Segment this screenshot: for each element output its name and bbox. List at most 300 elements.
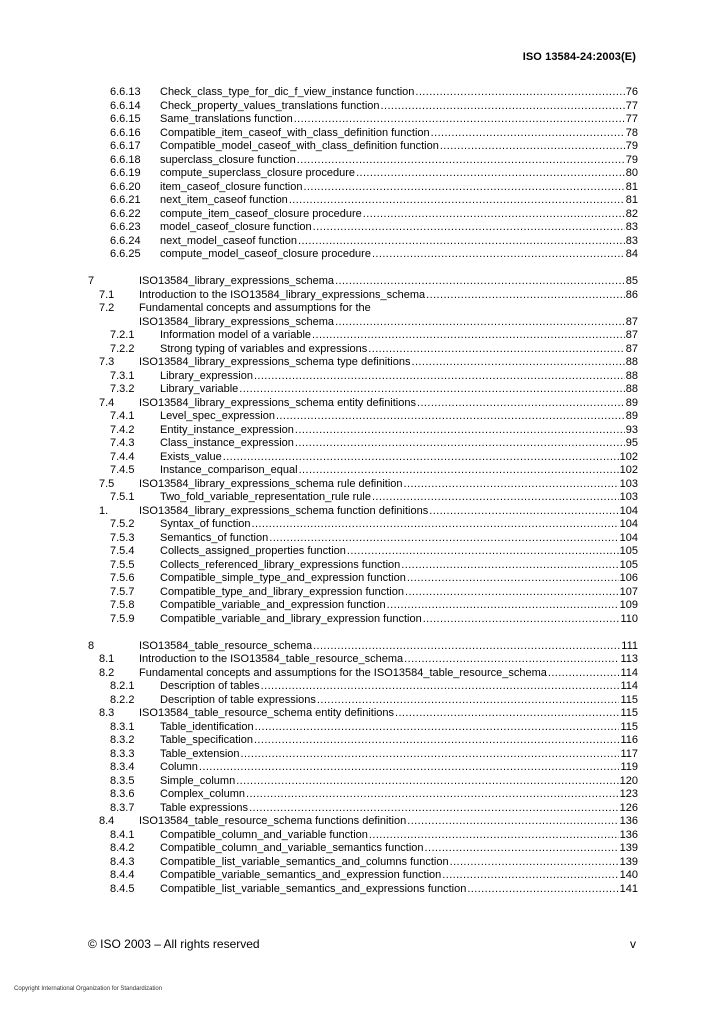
toc-entry-line [160,464,638,478]
toc-entry [0,842,724,856]
toc-entry-line [160,829,638,843]
toc-entry-number: 8.4.2 [110,842,135,854]
toc-entry [0,518,724,532]
toc-entry-page: 77 [625,113,638,125]
toc-entry-line [160,599,638,613]
toc-dot-leader [313,640,620,654]
toc-dot-leader [269,532,618,546]
toc-entry-title: ISO13584_table_resource_schema [139,639,313,652]
toc-entry-line [160,734,638,748]
toc-dot-leader [431,127,625,141]
toc-dot-leader [236,775,618,789]
toc-entry-line [139,667,638,681]
toc-dot-leader [381,100,625,114]
toc-entry-line [139,275,638,289]
toc-entry-page: 79 [625,153,638,166]
toc-entry-title: Complex_column [160,788,245,800]
toc-entry [0,275,724,289]
toc-entry-line [160,343,638,357]
toc-entry [0,815,724,829]
toc-entry-line [160,208,638,222]
toc-entry-page: 119 [620,761,638,773]
toc-entry-number: 6.6.17 [110,140,141,152]
toc-dot-leader [548,667,620,681]
toc-entry-number: 6.6.13 [110,86,141,98]
toc-entry-number: 7.5.6 [110,572,135,584]
toc-entry [0,707,724,721]
toc-entry [0,694,724,708]
toc-entry-title: Same_translations function [160,113,293,125]
toc-entry [0,829,724,843]
toc-entry-title: Compatible_variable_and_library_expression function [160,612,422,625]
toc-entry-title: Simple_column [160,774,236,787]
toc-dot-leader [313,221,625,235]
toc-entry-title: Strong typing of variables and expressions [160,342,368,355]
toc-entry [0,397,724,411]
toc-entry-number: 8.3.3 [110,747,135,760]
toc-entry-line [160,788,638,802]
toc-dot-leader [372,491,619,505]
toc-dot-leader [407,572,619,586]
toc-entry-title: Library_variable [160,383,239,395]
toc-entry [0,748,724,762]
toc-entry [0,248,724,262]
table-of-contents [0,86,724,896]
toc-entry-line [160,721,638,735]
toc-entry-number: 7.3 [99,356,115,368]
toc-entry-number: 1. [99,504,109,517]
toc-dot-leader [297,154,625,168]
toc-entry-page: 86 [625,288,638,301]
toc-entry-line [160,559,638,573]
toc-entry-line [160,370,638,384]
toc-entry-title: Compatible_list_variable_semantics_and_expressions function [160,882,467,895]
toc-entry-page: 104 [619,518,638,530]
toc-entry-number: 7.4.4 [110,450,135,463]
toc-entry-line [160,842,638,856]
toc-entry-number: 7.4.1 [110,410,135,422]
toc-entry-title: Level_spec_expression [160,410,275,422]
toc-entry-line [160,410,638,424]
toc-entry-line [160,748,638,762]
toc-dot-leader [450,856,619,870]
toc-entry-page: 87 [625,315,638,328]
toc-entry [0,167,724,181]
toc-entry-line [160,491,638,505]
toc-entry [0,640,724,654]
toc-entry-title: Entity_instance_expression [160,423,294,436]
toc-entry-title: Description of tables [160,680,260,692]
toc-entry-line [139,707,638,721]
toc-entry-line [139,815,638,829]
toc-dot-leader [405,586,619,600]
toc-entry [0,329,724,343]
toc-dot-leader [423,613,620,627]
toc-entry-number: 8.4.3 [110,855,135,868]
toc-entry [0,856,724,870]
toc-entry-line [160,383,638,397]
toc-entry-line [139,653,638,667]
toc-entry-page: 114 [620,666,638,679]
toc-entry [0,370,724,384]
toc-entry-line [160,856,638,870]
toc-dot-leader [239,383,624,397]
toc-entry [0,127,724,141]
toc-entry [0,734,724,748]
toc-entry [0,478,724,492]
toc-dot-leader [289,194,625,208]
toc-entry-line [139,289,638,303]
toc-entry [0,545,724,559]
toc-entry [0,532,724,546]
toc-entry-page: 111 [621,639,638,652]
toc-entry-title: Collects_referenced_library_expressions function [160,558,401,571]
toc-entry-title: compute_item_caseof_closure procedure [160,207,362,220]
toc-entry-number: 7.3.2 [110,383,135,395]
toc-entry-line [160,883,638,897]
toc-entry-line [139,356,638,370]
toc-entry-title: Introduction to the ISO13584_library_expressions_schema [139,288,426,301]
toc-entry [0,356,724,370]
toc-entry-page: 102 [619,450,638,463]
toc-entry-page: 115 [620,707,638,719]
toc-entry-title: Information model of a variable [160,329,312,341]
toc-entry-number: 7.4.2 [110,423,135,436]
toc-entry-page: 104 [619,531,638,544]
toc-entry-line [160,572,638,586]
toc-entry-number: 6.6.24 [110,234,141,247]
toc-entry-page: 109 [619,599,638,611]
toc-dot-leader [417,397,625,411]
toc-entry-number: 6.6.16 [110,126,141,139]
toc-entry-line [160,694,638,708]
toc-dot-leader [347,545,619,559]
toc-entry-title: Compatible_list_variable_semantics_and_columns function [160,855,449,868]
toc-entry-number: 8.2.1 [110,680,135,692]
toc-entry-title: next_model_caseof function [160,234,297,247]
toc-entry-line [160,437,638,451]
toc-dot-leader [425,842,619,856]
toc-entry-number: 7.4 [99,396,115,409]
toc-entry [0,86,724,100]
toc-entry-number: 7.4.3 [110,437,135,449]
toc-entry-line [160,127,638,141]
toc-entry-line [139,478,638,492]
toc-entry-number: 8.1 [99,653,115,665]
toc-entry [0,599,724,613]
toc-entry-page: 80 [625,167,638,179]
toc-entry-title: Syntax_of function [160,518,251,530]
toc-entry-page: 81 [625,180,638,193]
toc-entry [0,572,724,586]
toc-entry-title: ISO13584_table_resource_schema functions definition [139,815,407,827]
toc-entry-number: 6.6.22 [110,207,141,220]
toc-entry-line [160,680,638,694]
toc-entry-number: 6.6.14 [110,99,141,112]
toc-entry-title: Description of table expressions [160,693,316,706]
toc-entry [0,883,724,897]
toc-dot-leader [312,329,625,343]
toc-dot-leader [467,883,618,897]
toc-dot-leader [255,721,620,735]
toc-entry-line [160,613,638,627]
toc-entry-number: 7.5.1 [110,491,135,503]
toc-entry-number: 7.5.2 [110,518,135,530]
toc-dot-leader [426,289,625,303]
toc-entry [0,775,724,789]
toc-entry-page: 141 [619,882,638,895]
toc-entry-title: Instance_comparison_equal [160,464,298,476]
toc-entry-page: 85 [625,275,638,287]
toc-entry [0,437,724,451]
toc-entry [0,289,724,303]
toc-entry [0,613,724,627]
toc-entry-number: 7.3.1 [110,369,135,382]
toc-dot-leader [442,869,618,883]
toc-entry-line [139,397,638,411]
toc-entry-number: 7.5.5 [110,558,135,571]
toc-entry-number: 7.5 [99,477,115,490]
toc-entry-line [160,100,638,114]
toc-entry-title: ISO13584_table_resource_schema entity definitions [139,707,394,719]
toc-entry-line [160,802,638,816]
toc-entry-number: 7.5.9 [110,612,135,625]
toc-entry [0,802,724,816]
toc-dot-leader [317,694,620,708]
toc-entry-line [160,140,638,154]
toc-dot-leader [335,316,625,330]
toc-entry-line [160,518,638,532]
toc-entry-title: Check_class_type_for_dic_f_view_instance function [160,86,415,98]
toc-entry-page: 140 [619,869,638,881]
toc-entry-number: 8.3.6 [110,788,135,800]
toc-entry-number: 7.1 [99,288,115,301]
toc-entry-number: 8.3.1 [110,720,135,733]
toc-entry [0,100,724,114]
toc-entry-line [160,194,638,208]
toc-entry [0,869,724,883]
toc-entry-title: ISO13584_library_expressions_schema type definitions [139,356,411,368]
toc-entry-line [139,302,638,316]
toc-entry-number: 8.2.2 [110,693,135,706]
toc-entry [0,653,724,667]
toc-entry-title: ISO13584_library_expressions_schema rule definition [139,477,403,490]
toc-entry-page: 88 [625,356,638,368]
toc-entry-number: 7.2 [99,302,115,314]
toc-entry-title: Compatible_model_caseof_with_class_definition function [160,140,439,152]
toc-entry [0,194,724,208]
toc-entry-page: 102 [619,464,638,476]
toc-entry-title: compute_superclass_closure procedure [160,167,356,179]
toc-entry-title: Semantics_of function [160,531,269,544]
toc-entry-number: 8.4.4 [110,869,135,881]
toc-entry [0,316,724,330]
toc-entry [0,559,724,573]
toc-dot-leader [407,815,618,829]
toc-entry [0,410,724,424]
toc-entry-title: compute_model_caseof_closure procedure [160,248,371,260]
toc-entry-page: 81 [625,194,638,206]
toc-entry-title: Fundamental concepts and assumptions for the [139,302,371,314]
toc-entry-page: 89 [625,410,638,422]
toc-entry-line [160,235,638,249]
toc-entry-number: 8.3.7 [110,801,135,814]
toc-dot-leader [387,599,619,613]
toc-entry-page: 136 [619,815,638,827]
toc-entry-page: 110 [620,612,638,625]
toc-dot-leader [241,748,620,762]
toc-dot-leader [261,680,620,694]
toc-entry-title: item_caseof_closure function [160,180,303,193]
toc-dot-leader [372,248,625,262]
toc-entry [0,235,724,249]
toc-entry-line [160,424,638,438]
toc-dot-leader [363,208,625,222]
toc-entry-line [139,640,638,654]
toc-dot-leader [252,518,619,532]
toc-entry-page: 139 [619,855,638,868]
toc-entry-line [139,316,638,330]
toc-entry-page: 88 [625,383,638,395]
toc-entry-title: Compatible_column_and_variable_semantics function [160,842,424,854]
toc-entry-page: 95 [625,437,638,449]
toc-entry-page: 93 [625,423,638,436]
toc-dot-leader [401,559,618,573]
toc-entry-title: Introduction to the ISO13584_table_resource_schema [139,653,404,665]
toc-entry-page: 79 [625,140,638,152]
toc-entry-page: 89 [625,396,638,409]
toc-entry [0,761,724,775]
toc-entry-title: ISO13584_library_expressions_schema [139,315,335,328]
toc-entry-title: ISO13584_library_expressions_schema [139,275,335,287]
page-footer [88,937,636,951]
toc-entry [0,383,724,397]
toc-entry-page: 76 [625,86,638,98]
toc-entry-page: 104 [619,504,638,517]
toc-entry-page: 105 [619,545,638,557]
toc-entry-page: 82 [625,207,638,220]
toc-entry-title: Compatible_variable_semantics_and_expression function [160,869,442,881]
copyright-small-notice: Copyright International Organization for Standardization [14,986,163,992]
toc-entry-title: Two_fold_variable_representation_rule rule [160,491,371,503]
toc-entry-page: 139 [619,842,638,854]
toc-dot-leader [415,86,624,100]
toc-entry-line [160,181,638,195]
toc-entry-number: 7.5.4 [110,545,135,557]
toc-entry-number: 8.4.1 [110,828,135,841]
toc-entry [0,140,724,154]
toc-entry-page: 105 [619,558,638,571]
toc-dot-leader [369,829,619,843]
toc-entry-line [160,451,638,465]
toc-entry-title: Table_specification [160,734,253,746]
toc-entry-number: 6.6.25 [110,248,141,260]
toc-entry-number: 7.2.2 [110,342,135,355]
toc-entry-page: 113 [620,653,638,665]
toc-entry-line [160,154,638,168]
toc-entry-page: 84 [625,248,638,260]
toc-entry [0,491,724,505]
toc-entry-page: 106 [619,572,638,584]
toc-entry-number: 6.6.18 [110,153,141,166]
toc-entry [0,343,724,357]
toc-dot-leader [303,181,624,195]
toc-entry-number: 6.6.23 [110,221,141,233]
toc-entry-title: Compatible_simple_type_and_expression function [160,572,406,584]
toc-entry-page: 117 [620,747,638,760]
toc-entry-line [139,505,638,519]
toc-entry [0,505,724,519]
toc-entry-title: model_caseof_closure function [160,221,312,233]
toc-entry-line [160,248,638,262]
toc-entry-title: Check_property_values_translations function [160,99,380,112]
toc-entry [0,221,724,235]
toc-entry [0,424,724,438]
toc-entry-number: 8.3.5 [110,774,135,787]
toc-entry-number: 8.3.2 [110,734,135,746]
toc-dot-leader [249,802,619,816]
toc-entry-number: 8.3 [99,707,115,719]
toc-entry-page: 83 [625,221,638,233]
toc-entry-number: 7 [88,275,95,287]
toc-entry-page: 136 [619,828,638,841]
toc-entry-number: 7.4.5 [110,464,135,476]
toc-entry-page: 87 [625,329,638,341]
toc-entry-number: 8.3.4 [110,761,135,773]
toc-dot-leader [368,343,624,357]
toc-entry [0,667,724,681]
toc-entry-page: 107 [619,585,638,598]
toc-entry-page: 114 [620,680,638,692]
toc-entry-page: 120 [619,774,638,787]
toc-dot-leader [223,451,619,465]
toc-entry-number: 6.6.15 [110,113,141,125]
toc-entry-title: Compatible_variable_and_expression function [160,599,386,611]
toc-entry-line [160,113,638,127]
toc-entry-number: 8.4.5 [110,882,135,895]
toc-dot-leader [295,424,625,438]
toc-dot-leader [440,140,625,154]
toc-entry-number: 8 [88,639,95,652]
toc-entry-line [160,869,638,883]
toc-entry [0,464,724,478]
toc-entry-page: 83 [625,234,638,247]
toc-dot-leader [412,356,625,370]
page-number: v [630,937,636,951]
toc-entry-title: Collects_assigned_properties function [160,545,346,557]
toc-entry-line [160,86,638,100]
copyright-notice: © ISO 2003 – All rights reserved [88,937,260,951]
toc-entry-number: 7.5.7 [110,585,135,598]
toc-entry-title: ISO13584_library_expressions_schema entity definitions [139,396,416,409]
toc-dot-leader [199,761,620,775]
toc-dot-leader [295,437,625,451]
toc-dot-leader [298,235,625,249]
toc-entry-title: Table_identification [160,720,254,733]
toc-dot-leader [395,707,619,721]
toc-entry-page: 88 [625,369,638,382]
toc-dot-leader [246,788,619,802]
toc-dot-leader [299,464,619,478]
toc-dot-leader [335,275,625,289]
toc-entry-number: 8.4 [99,815,115,827]
toc-entry-number: 8.2 [99,666,115,679]
toc-entry-title: Table_extension [160,747,240,760]
document-id-header: ISO 13584-24:2003(E) [522,51,636,63]
toc-entry-line [160,329,638,343]
toc-dot-leader [294,113,625,127]
toc-entry-line [160,586,638,600]
